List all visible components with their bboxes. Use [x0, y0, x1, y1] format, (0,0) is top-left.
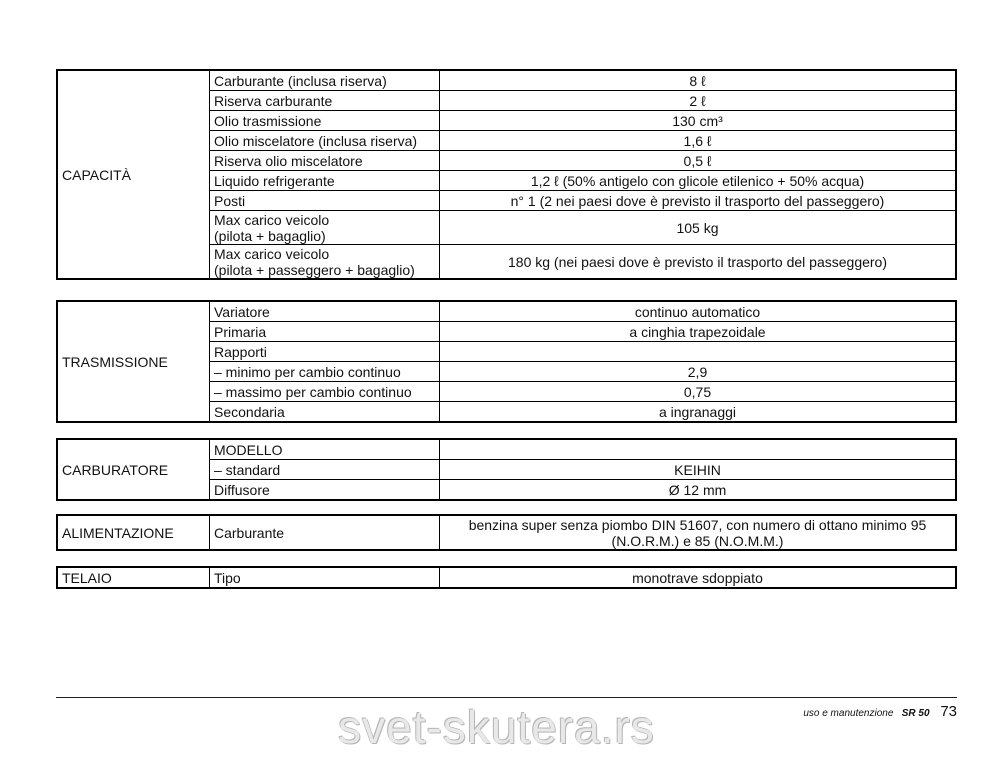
spec-value: n° 1 (2 nei paesi dove è previsto il trasporto del passeggero): [440, 191, 957, 211]
spec-label: – standard: [210, 460, 440, 480]
spec-label: Secondaria: [210, 402, 440, 423]
carburatore-table: [56, 438, 957, 501]
spec-value: 0,75: [440, 382, 957, 402]
spec-label: Rapporti: [210, 342, 440, 362]
page-number: 73: [940, 703, 957, 720]
spec-value: 1,6 ℓ: [440, 131, 957, 151]
footer-text: uso e manutenzione: [803, 708, 894, 719]
spec-label: MODELLO: [210, 439, 440, 460]
spec-value: 105 kg: [440, 211, 957, 245]
spec-value: 180 kg (nei paesi dove è previsto il trasporto del passeggero): [440, 245, 957, 280]
spec-label: Riserva olio miscelatore: [210, 151, 440, 171]
spec-value: monotrave sdoppiato: [440, 567, 957, 588]
spec-value: Ø 12 mm: [440, 480, 957, 501]
watermark: svet-skutera.rs: [338, 701, 655, 753]
spec-label: – minimo per cambio continuo: [210, 362, 440, 382]
section-alimentazione: ALIMENTAZIONE: [57, 515, 210, 550]
section-capacita: CAPACITÀ: [57, 70, 210, 279]
spec-value: 1,2 ℓ (50% antigelo con glicole etilenico + 50% acqua): [440, 171, 957, 191]
spec-label: Carburante: [210, 515, 440, 550]
footer-divider: [56, 697, 957, 698]
spec-label: Olio miscelatore (inclusa riserva): [210, 131, 440, 151]
capacita-table: [56, 69, 957, 280]
spec-label: Posti: [210, 191, 440, 211]
spec-value: 2,9: [440, 362, 957, 382]
spec-label: Tipo: [210, 567, 440, 588]
spec-label: Riserva carburante: [210, 91, 440, 111]
spec-value: KEIHIN: [440, 460, 957, 480]
spec-label: Max carico veicolo (pilota + passeggero + bagaglio): [210, 245, 440, 280]
section-carburatore: CARBURATORE: [57, 439, 210, 500]
section-trasmissione: TRASMISSIONE: [57, 301, 210, 422]
spec-label: Carburante (inclusa riserva): [210, 70, 440, 91]
spec-label: Max carico veicolo (pilota + bagaglio): [210, 211, 440, 245]
footer-model: SR 50: [901, 708, 930, 719]
spec-label: Liquido refrigerante: [210, 171, 440, 191]
spec-value: [440, 342, 957, 362]
spec-label: Variatore: [210, 301, 440, 322]
spec-label: Diffusore: [210, 480, 440, 501]
spec-value: [440, 439, 957, 460]
spec-value: benzina super senza piombo DIN 51607, con numero di ottano minimo 95 (N.O.R.M.) e 85 (N.O.M.M.): [440, 515, 957, 550]
telaio-table: [56, 566, 957, 589]
spec-label: Olio trasmissione: [210, 111, 440, 131]
spec-value: a cinghia trapezoidale: [440, 322, 957, 342]
spec-value: 8 ℓ: [440, 70, 957, 91]
spec-value: 2 ℓ: [440, 91, 957, 111]
trasmissione-table: [56, 300, 957, 423]
spec-label: – massimo per cambio continuo: [210, 382, 440, 402]
section-telaio: TELAIO: [57, 567, 210, 588]
spec-label: Primaria: [210, 322, 440, 342]
spec-value: continuo automatico: [440, 301, 957, 322]
spec-value: 130 cm³: [440, 111, 957, 131]
spec-value: a ingranaggi: [440, 402, 957, 423]
spec-value: 0,5 ℓ: [440, 151, 957, 171]
alimentazione-table: [56, 514, 957, 551]
